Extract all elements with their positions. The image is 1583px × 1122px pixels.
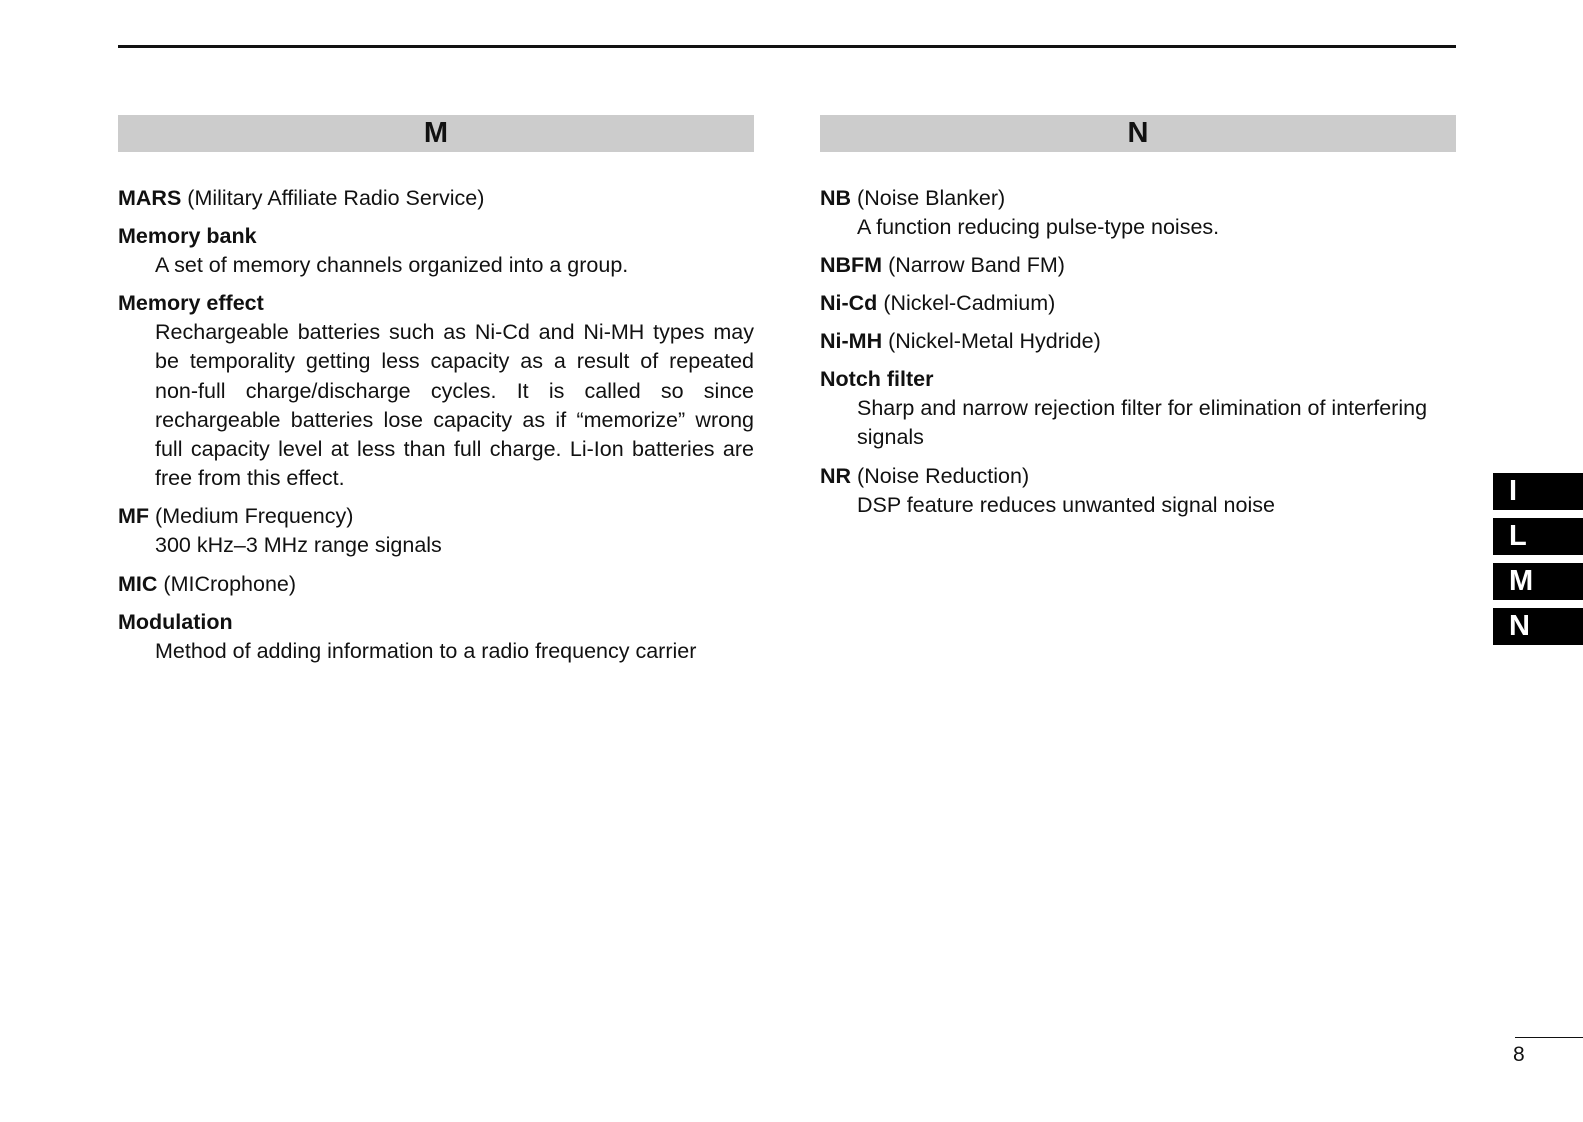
term-expansion: (Nickel-Metal Hydride) (888, 329, 1101, 354)
term: MF (118, 504, 150, 529)
term-line (820, 461, 1456, 491)
term-expansion: (Medium Frequency) (155, 504, 354, 529)
term: Memory bank (118, 224, 257, 248)
term-expansion: (MICrophone) (163, 571, 297, 596)
term-definition: Sharp and narrow rejection filter for elimination of interfering signals (857, 396, 1428, 450)
term-line (118, 183, 754, 213)
term: MIC (118, 571, 158, 596)
entry-modulation (118, 607, 754, 666)
term: MARS (118, 186, 182, 210)
term: NB (820, 186, 852, 210)
index-tab-n[interactable]: N (1493, 608, 1583, 645)
entry-mf (118, 501, 754, 560)
entry-mic (118, 569, 754, 599)
glossary-column-n (820, 115, 1456, 528)
page-number: 8 (1513, 1043, 1525, 1066)
term-line (820, 364, 1456, 394)
term-definition: DSP feature reduces unwanted signal noise (857, 492, 1275, 517)
index-tab-l[interactable]: L (1493, 518, 1583, 555)
entry-ni-mh (820, 326, 1456, 356)
entry-memory-bank (118, 221, 754, 280)
term-line (118, 288, 754, 318)
entry-nbfm (820, 250, 1456, 280)
term-expansion: (Noise Blanker) (857, 186, 1006, 210)
term-line (820, 326, 1456, 356)
term-line (820, 250, 1456, 280)
term-expansion: (Nickel-Cadmium) (883, 291, 1056, 316)
page-number-rule (1515, 1037, 1583, 1038)
term: Ni-MH (820, 329, 883, 354)
term-definition: Rechargeable batteries such as Ni-Cd and Ni-MH types may be temporality getting less capacity as a result of repeated non-full charge/discharge cycles. It is called so since rechargeable batteries lose capacity as if “memorize” wrong full capacity level at less than full charge. Li-Ion batteries are free from this effect. (155, 320, 754, 491)
term-line (118, 501, 754, 531)
entry-notch-filter (820, 364, 1456, 452)
term-line (118, 607, 754, 637)
term-line (118, 569, 754, 599)
term-line (820, 183, 1456, 213)
term: Memory effect (118, 291, 264, 316)
letter-header-n: N (820, 115, 1456, 152)
term-expansion: (Narrow Band FM) (888, 253, 1065, 278)
index-tabs (1493, 473, 1583, 653)
term-definition: 300 kHz–3 MHz range signals (155, 533, 442, 558)
glossary-column-m (118, 115, 754, 674)
entry-list-n (820, 183, 1456, 520)
entry-nr (820, 461, 1456, 520)
top-rule (118, 45, 1456, 48)
letter-header-m: M (118, 115, 754, 152)
entry-ni-cd (820, 288, 1456, 318)
entry-memory-effect (118, 288, 754, 493)
term-line (118, 221, 754, 251)
term-expansion: (Noise Reduction) (857, 463, 1030, 488)
entry-nb (820, 183, 1456, 242)
index-tab-m[interactable]: M (1493, 563, 1583, 600)
entry-mars (118, 183, 754, 213)
term-expansion: (Military Affiliate Radio Service) (187, 186, 485, 210)
term: Ni-Cd (820, 291, 878, 316)
term: Notch filter (820, 367, 934, 392)
term-definition: A set of memory channels organized into a group. (155, 253, 629, 277)
term-definition: Method of adding information to a radio frequency carrier (155, 638, 697, 663)
term: NR (820, 463, 852, 488)
term-definition: A function reducing pulse-type noises. (857, 215, 1220, 239)
term-line (820, 288, 1456, 318)
term: NBFM (820, 253, 883, 278)
term: Modulation (118, 609, 233, 634)
index-tab-i[interactable]: I (1493, 473, 1583, 510)
entry-list-m (118, 183, 754, 666)
